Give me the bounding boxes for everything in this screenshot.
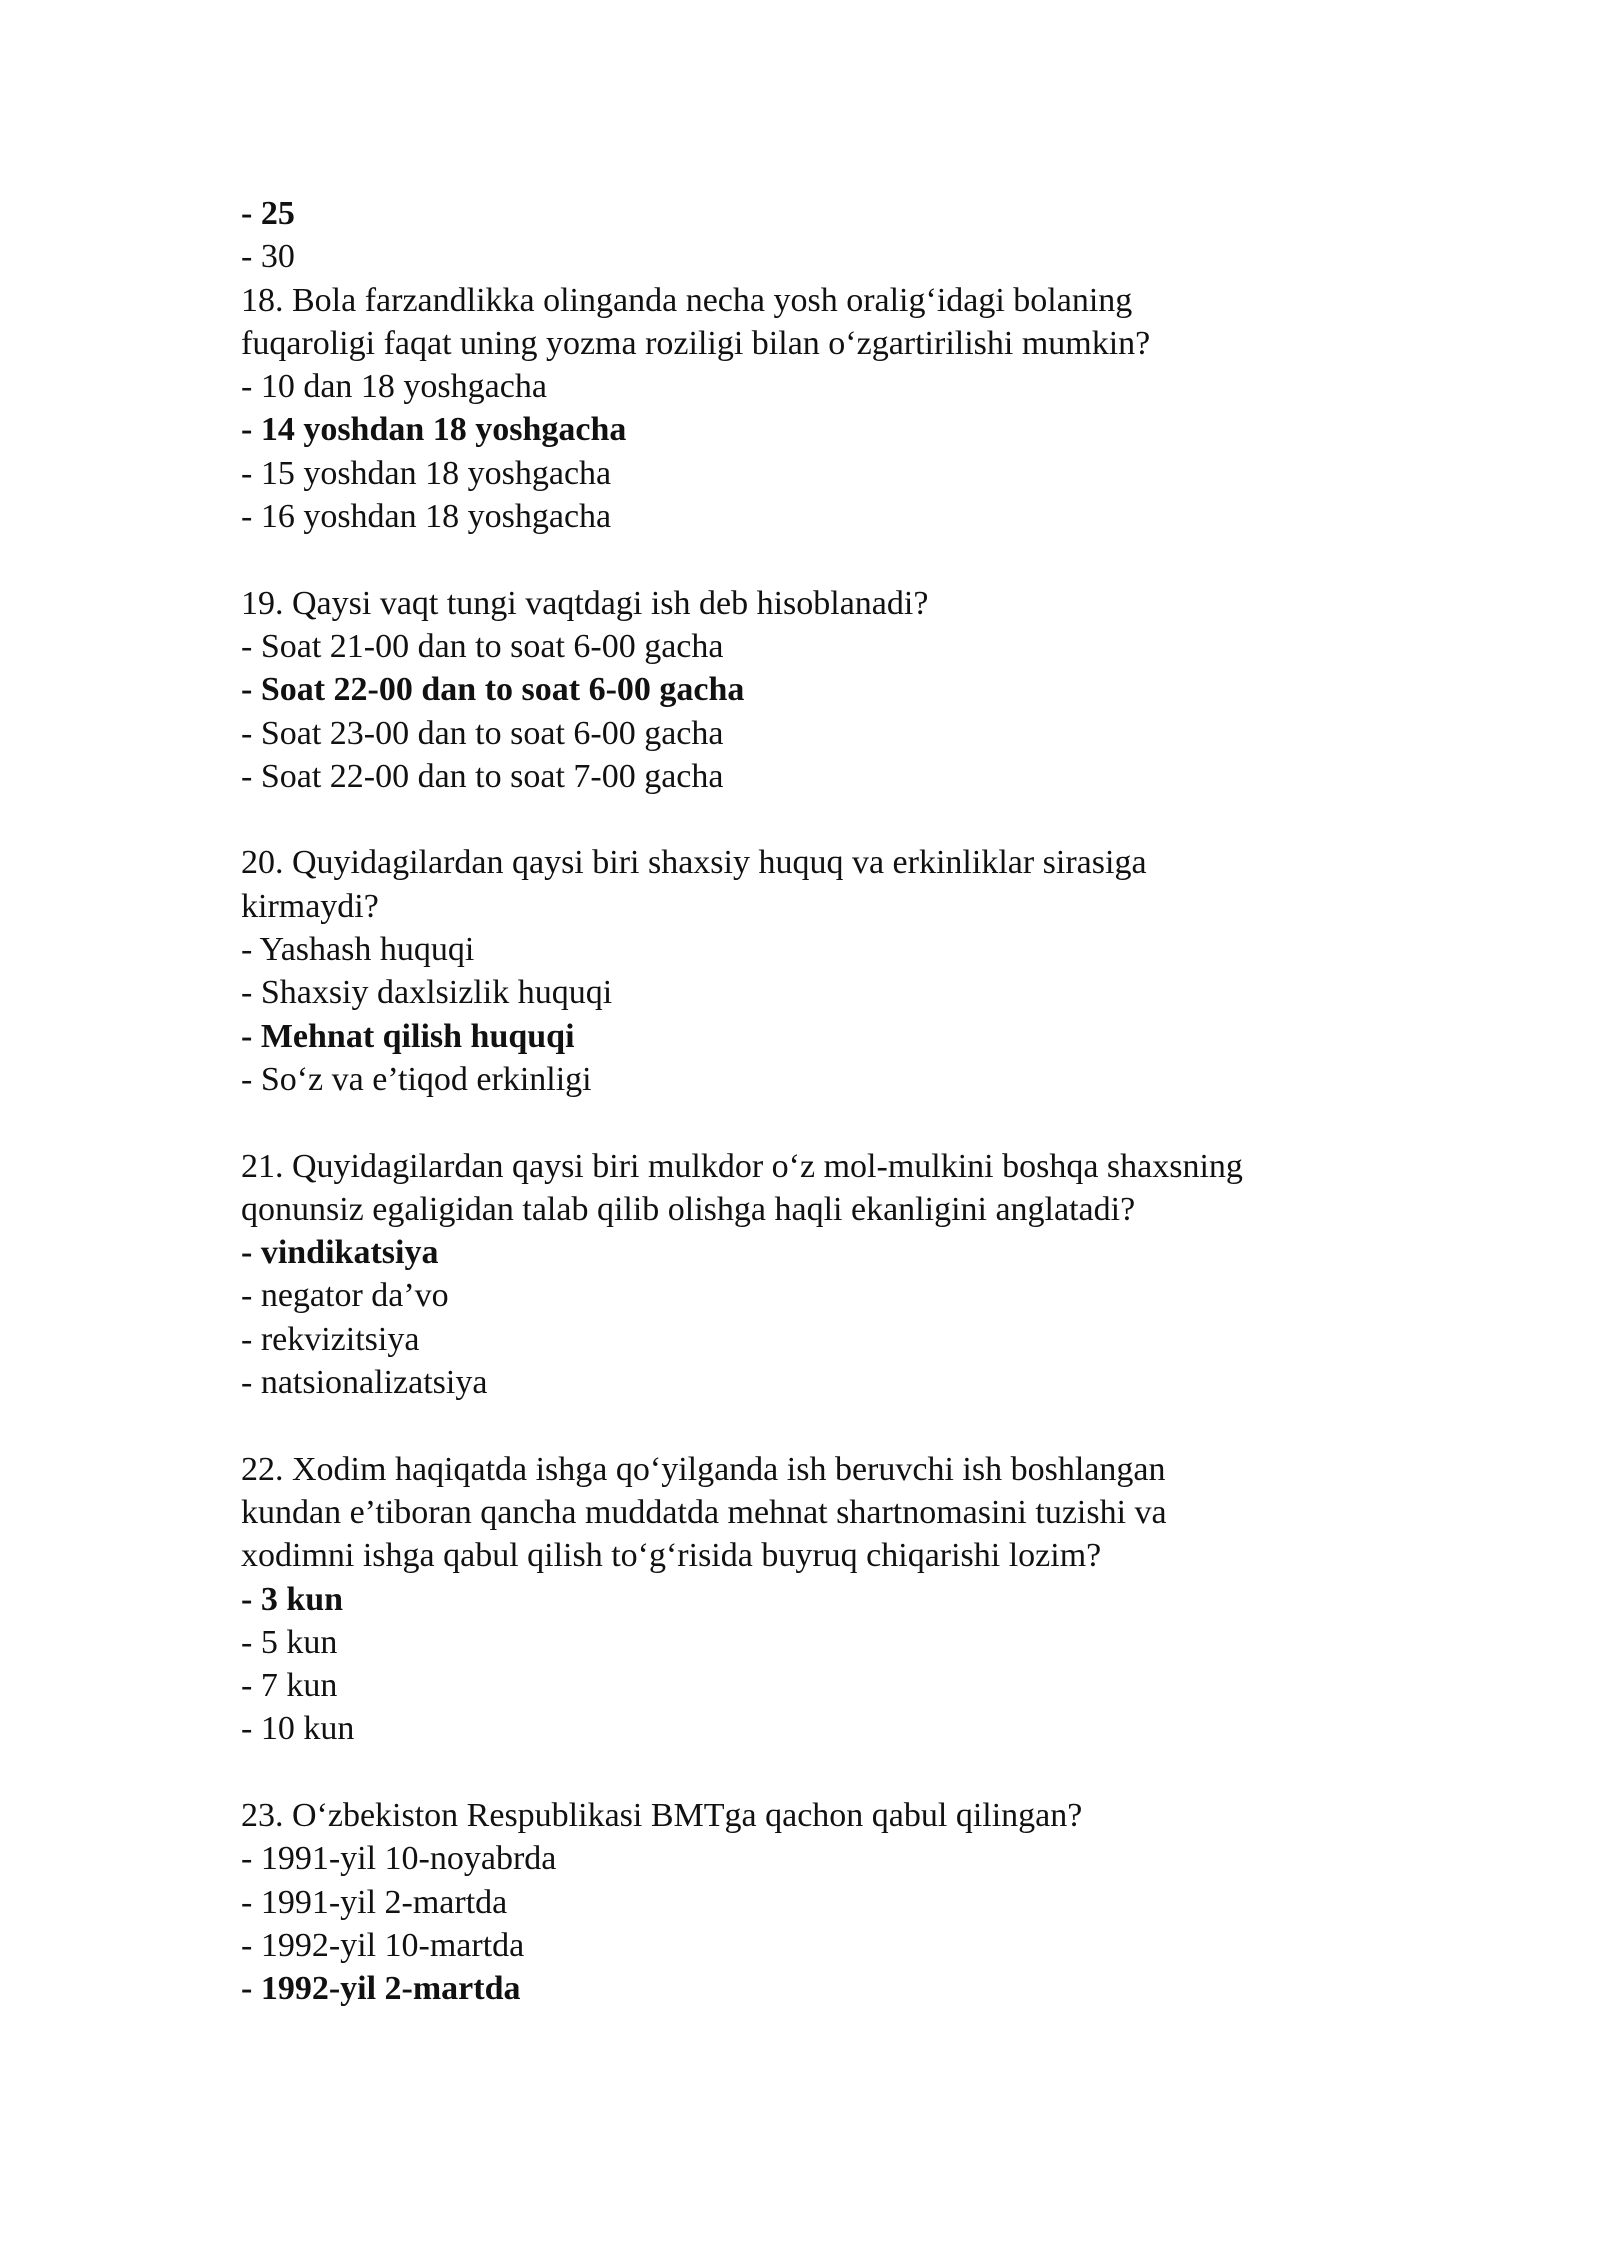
spacer [241,538,1391,581]
option-correct: - 14 yoshdan 18 yoshgacha [241,411,627,449]
intro-options [241,192,1391,279]
question-text: 23. O‘zbekiston Respublikasi BMTga qachon qabul qilingan? [241,1796,1083,1834]
spacer [241,1751,1391,1794]
question-19 [241,582,1391,798]
option: - 1991-yil 2-martda [241,1883,508,1921]
option-correct: - vindikatsiya [241,1234,439,1272]
option: - 30 [241,238,295,276]
option: - 10 dan 18 yoshgacha [241,368,547,406]
question-text: xodimni ishga qabul qilish to‘g‘risida buyruq chiqarishi lozim? [241,1537,1102,1575]
question-text: 19. Qaysi vaqt tungi vaqtdagi ish deb hisoblanadi? [241,584,929,622]
question-text: fuqaroligi faqat uning yozma roziligi bilan o‘zgartirilishi mumkin? [241,324,1151,362]
option: - 5 kun [241,1623,338,1661]
question-text: 18. Bola farzandlikka olinganda necha yosh oralig‘idagi bolaning [241,281,1133,319]
option: - 10 kun [241,1710,355,1748]
spacer [241,1101,1391,1144]
option: - natsionalizatsiya [241,1364,488,1402]
option-correct: - 3 kun [241,1580,344,1618]
option: - 1991-yil 10-noyabrda [241,1840,557,1878]
option-correct: - Mehnat qilish huquqi [241,1017,575,1055]
option: - Soat 21-00 dan to soat 6-00 gacha [241,627,724,665]
option: - So‘z va e’tiqod erkinligi [241,1060,592,1098]
option: - Soat 22-00 dan to soat 7-00 gacha [241,757,724,795]
question-20 [241,841,1391,1101]
question-text: 22. Xodim haqiqatda ishga qo‘yilganda ish beruvchi ish boshlangan [241,1450,1166,1488]
spacer [241,798,1391,841]
option: - Shaxsiy daxlsizlik huquqi [241,974,613,1012]
question-text: 20. Quyidagilardan qaysi biri shaxsiy huquq va erkinliklar sirasiga [241,844,1147,882]
option: - rekvizitsiya [241,1320,420,1358]
question-text: kundan e’tiboran qancha muddatda mehnat shartnomasini tuzishi va [241,1493,1167,1531]
option: - 1992-yil 10-martda [241,1926,525,1964]
question-text: qonunsiz egaligidan talab qilib olishga haqli ekanligini anglatadi? [241,1190,1136,1228]
question-22 [241,1448,1391,1751]
option: - 16 yoshdan 18 yoshgacha [241,498,612,536]
question-text: 21. Quyidagilardan qaysi biri mulkdor o‘z mol-mulkini boshqa shaxsning [241,1147,1243,1185]
option: - negator da’vo [241,1277,449,1315]
question-21 [241,1145,1391,1405]
question-18 [241,279,1391,539]
question-text: kirmaydi? [241,887,379,925]
question-23 [241,1794,1391,2010]
option-correct: - 25 [241,195,295,232]
spacer [241,1404,1391,1447]
option: - 15 yoshdan 18 yoshgacha [241,454,612,492]
document-page [241,192,1391,2010]
option: - 7 kun [241,1667,338,1705]
option-correct: - 1992-yil 2-martda [241,1970,521,2008]
option: - Yashash huquqi [241,931,475,969]
option-correct: - Soat 22-00 dan to soat 6-00 gacha [241,671,745,709]
option: - Soat 23-00 dan to soat 6-00 gacha [241,714,724,752]
